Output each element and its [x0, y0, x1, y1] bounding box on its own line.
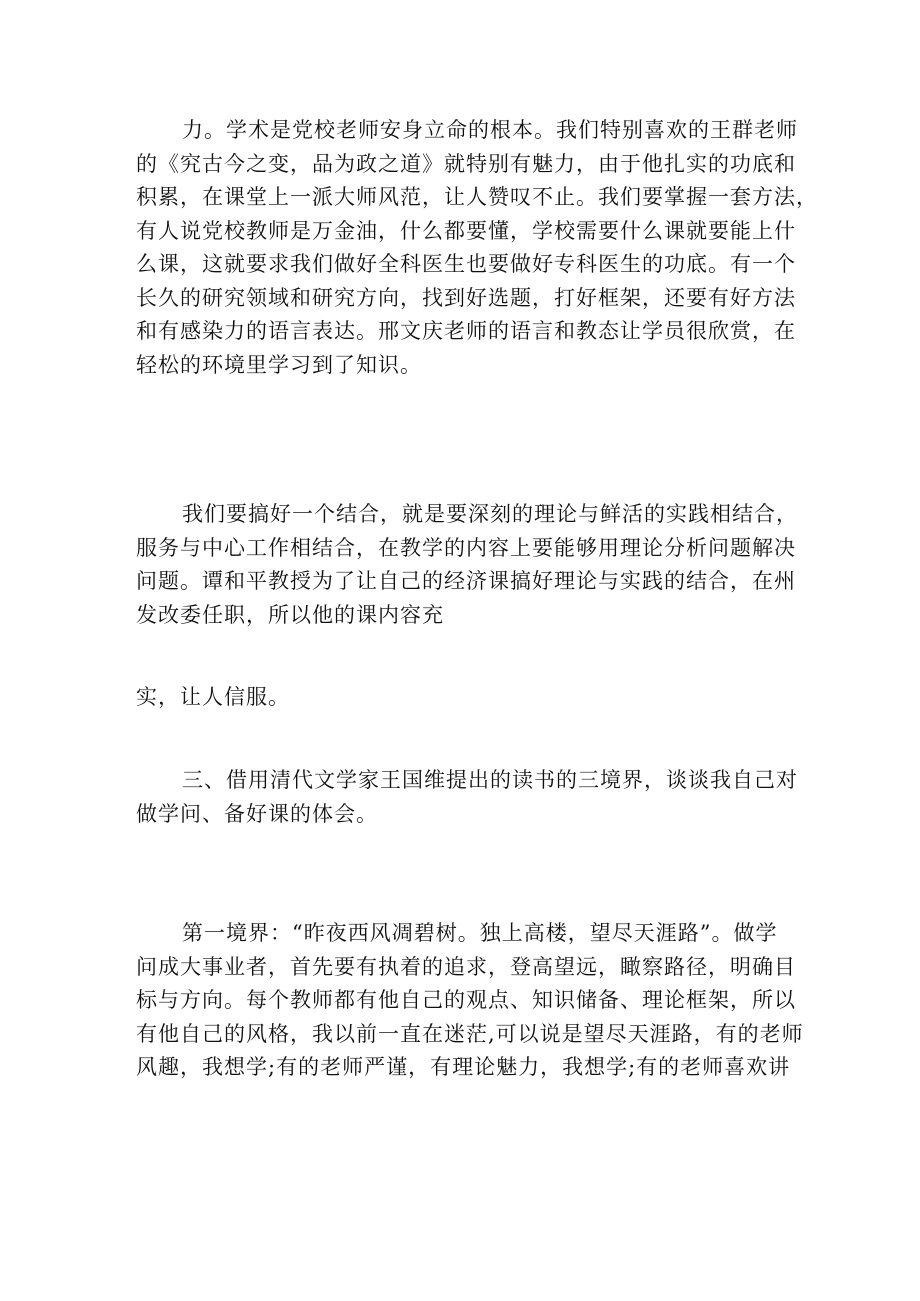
paragraph-line: 实，让人信服。 — [136, 685, 290, 709]
paragraph-line: 轻松的环境里学习到了知识。 — [136, 352, 422, 377]
paragraph-line: 问题。谭和平教授为了让自己的经济课搞好理论与实践的结合，在州 — [136, 569, 796, 593]
paragraph-line: 做学问、备好课的体会。 — [136, 801, 378, 826]
paragraph-line: 力。学术是党校老师安身立命的根本。我们特别喜欢的王群老师 — [182, 118, 798, 142]
paragraph-continuation — [136, 681, 796, 715]
paragraph-line: 第一境界：“昨夜西风凋碧树。独上高楼，望尽天涯路”。做学 — [182, 921, 778, 945]
paragraph-line: 有他自己的风格，我以前一直在迷茫,可以说是望尽天涯路，有的老师 — [136, 1021, 804, 1046]
paragraph-line: 服务与中心工作相结合，在教学的内容上要能够用理论分析问题解决 — [136, 535, 796, 560]
paragraph-line: 积累，在课堂上一派大师风范，让人赞叹不止。我们要掌握一套方法， — [136, 185, 818, 209]
paragraph-line: 和有感染力的语言表达。邢文庆老师的语言和教态让学员很欣赏，在 — [136, 319, 796, 343]
paragraph-line: 有人说党校教师是万金油，什么都要懂，学校需要什么课就要能上什 — [136, 218, 796, 243]
paragraph-line: 三、借用清代文学家王国维提出的读书的三境界，谈谈我自己对 — [182, 768, 798, 792]
paragraph-line: 的《究古今之变，品为政之道》就特别有魅力，由于他扎实的功底和 — [136, 151, 796, 176]
paragraph-line: 发改委任职，所以他的课内容充 — [136, 602, 444, 627]
paragraph-academic-foundation — [136, 114, 818, 382]
paragraph-line: 问成大事业者，首先要有执着的追求，登高望远，瞰察路径，明确目 — [136, 954, 796, 979]
paragraph-line: 风趣，我想学;有的老师严谨，有理论魅力，我想学;有的老师喜欢讲 — [136, 1055, 791, 1079]
paragraph-line: 标与方向。每个教师都有他自己的观点、知识储备、理论框架，所以 — [136, 988, 796, 1012]
section-heading-three-realms — [136, 764, 796, 831]
paragraph-line: 么课，这就要求我们做好全科医生也要做好专科医生的功底。有一个 — [136, 252, 796, 276]
paragraph-theory-practice — [136, 498, 796, 632]
paragraph-first-realm — [136, 917, 804, 1085]
paragraph-line: 我们要搞好一个结合，就是要深刻的理论与鲜活的实践相结合， — [182, 502, 798, 526]
paragraph-line: 长久的研究领域和研究方向，找到好选题，打好框架，还要有好方法 — [136, 285, 796, 310]
